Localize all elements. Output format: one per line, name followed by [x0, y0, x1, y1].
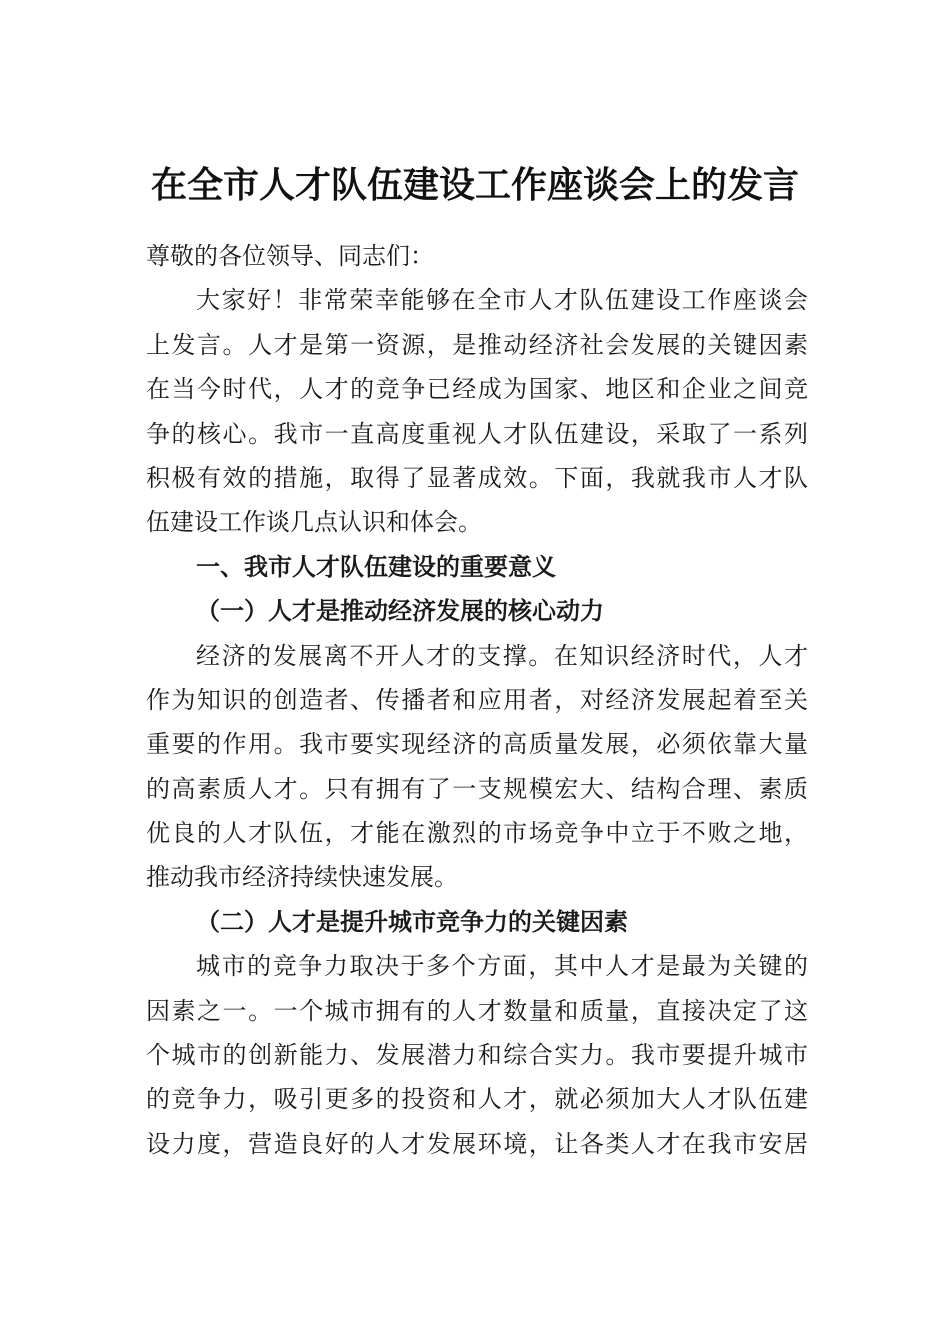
salutation: 尊敬的各位领导、同志们：: [146, 242, 434, 270]
subsection-heading: （一）人才是推动经济发展的核心动力: [196, 596, 604, 626]
paragraph-line: 重要的作用。我市要实现经济的高质量发展，必须依靠大量: [146, 730, 808, 759]
paragraph-line: 因素之一。一个城市拥有的人才数量和质量，直接决定了这: [146, 996, 808, 1025]
paragraph-line: 在当今时代，人才的竞争已经成为国家、地区和企业之间竞: [146, 375, 808, 404]
paragraph-line: 个城市的创新能力、发展潜力和综合实力。我市要提升城市: [146, 1041, 808, 1070]
paragraph-line: 优良的人才队伍，才能在激烈的市场竞争中立于不败之地，: [146, 819, 808, 848]
paragraph-line: 设力度，营造良好的人才发展环境，让各类人才在我市安居: [146, 1129, 808, 1158]
paragraph-line: 城市的竞争力取决于多个方面，其中人才是最为关键的: [196, 952, 808, 981]
paragraph-line: 伍建设工作谈几点认识和体会。: [146, 508, 482, 537]
subsection-heading: （二）人才是提升城市竞争力的关键因素: [196, 906, 628, 936]
paragraph-line: 经济的发展离不开人才的支撑。在知识经济时代，人才: [196, 641, 808, 670]
section-heading: 一、我市人才队伍建设的重要意义: [196, 552, 556, 581]
document-title: 在全市人才队伍建设工作座谈会上的发言: [150, 164, 799, 206]
paragraph-line: 的高素质人才。只有拥有了一支规模宏大、结构合理、素质: [146, 774, 808, 803]
paragraph-line: 积极有效的措施，取得了显著成效。下面，我就我市人才队: [146, 463, 808, 492]
document-body: [146, 234, 808, 1166]
paragraph-line: 大家好！非常荣幸能够在全市人才队伍建设工作座谈会: [196, 286, 808, 315]
paragraph-line: 推动我市经济持续快速发展。: [146, 863, 458, 892]
paragraph-line: 作为知识的创造者、传播者和应用者，对经济发展起着至关: [146, 685, 808, 714]
paragraph-line: 的竞争力，吸引更多的投资和人才，就必须加大人才队伍建: [146, 1085, 808, 1114]
paragraph-line: 上发言。人才是第一资源，是推动经济社会发展的关键因素: [146, 330, 808, 359]
paragraph-line: 争的核心。我市一直高度重视人才队伍建设，采取了一系列: [146, 419, 808, 448]
